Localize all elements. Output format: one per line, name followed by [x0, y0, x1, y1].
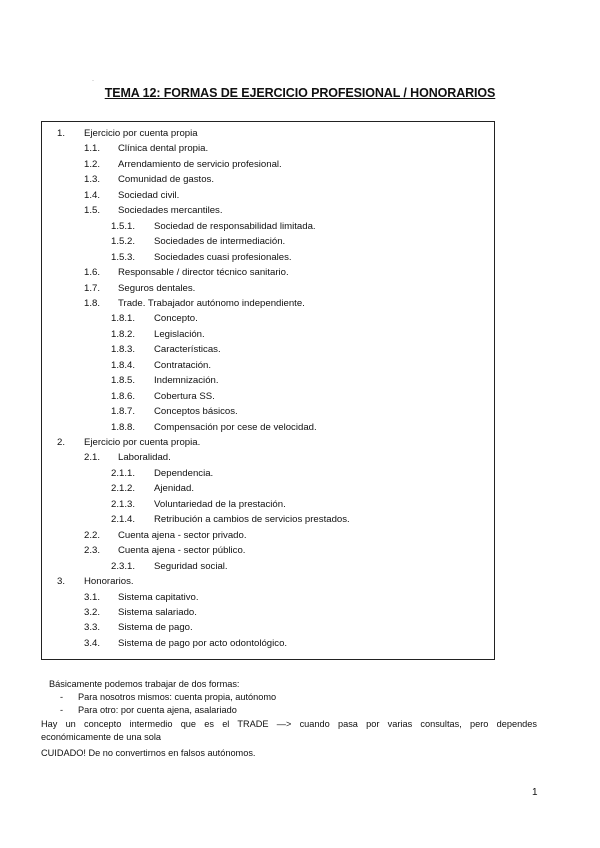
- outline-item-text: Seguros dentales.: [118, 282, 196, 294]
- outline-item-text: Dependencia.: [154, 467, 214, 479]
- outline-item-number: 2.1.: [84, 452, 101, 464]
- notes-intro: Básicamente podemos trabajar de dos formas:: [49, 679, 240, 689]
- outline-item-number: 1.5.: [84, 205, 101, 217]
- outline-item-text: Sociedades cuasi profesionales.: [154, 251, 292, 263]
- outline-item-number: 1.8.4.: [111, 359, 136, 371]
- outline-item-number: 1.8.8.: [111, 421, 136, 433]
- outline-item-text: Conceptos básicos.: [154, 406, 238, 418]
- outline-item-text: Sistema de pago por acto odontológico.: [118, 637, 288, 649]
- outline-item-text: Honorarios.: [84, 576, 134, 588]
- bullet-dash: -: [60, 705, 64, 715]
- outline-item-text: Sistema salariado.: [118, 606, 197, 618]
- outline-item-number: 2.3.: [84, 545, 101, 557]
- outline-item-number: 2.1.3.: [111, 498, 136, 510]
- outline-item-text: Cuenta ajena - sector público.: [118, 545, 246, 557]
- outline-item-number: 1.5.1.: [111, 220, 136, 232]
- outline-item-text: Ejercicio por cuenta propia: [84, 128, 198, 139]
- outline-item-text: Arrendamiento de servicio profesional.: [118, 158, 282, 170]
- outline-item-number: 1.5.2.: [111, 236, 136, 248]
- outline-item-text: Sociedades de intermediación.: [154, 236, 286, 248]
- outline-item-number: 1.3.: [84, 174, 101, 186]
- outline-item-text: Laboralidad.: [118, 452, 171, 464]
- outline-item-text: Clínica dental propia.: [118, 143, 209, 155]
- outline-item-text: Responsable / director técnico sanitario.: [118, 267, 289, 279]
- paragraph-line: económicamente de una sola: [41, 732, 162, 742]
- outline-item-number: 1.8.2.: [111, 328, 136, 340]
- outline-item-number: 2.: [57, 437, 66, 448]
- outline-item-text: Sociedad civil.: [118, 189, 180, 201]
- outline-item-number: 1.8.3.: [111, 344, 136, 356]
- outline-item-number: 2.1.4.: [111, 514, 136, 526]
- outline-item-number: 1.8.7.: [111, 406, 136, 418]
- outline-item-number: 2.1.2.: [111, 483, 136, 495]
- outline-item-text: Trade. Trabajador autónomo independiente.: [118, 297, 305, 309]
- outline-item-text: Ajenidad.: [154, 483, 195, 495]
- outline-item-text: Sistema capitativo.: [118, 591, 199, 603]
- outline-item-number: 2.1.1.: [111, 467, 136, 479]
- outline-item-text: Cuenta ajena - sector privado.: [118, 529, 247, 541]
- outline-item-number: 1.5.3.: [111, 251, 136, 263]
- outline-item-number: 1.4.: [84, 189, 101, 201]
- outline-item-number: 3.4.: [84, 637, 101, 649]
- outline-item-number: 1.6.: [84, 267, 101, 279]
- outline-item-text: Voluntariedad de la prestación.: [154, 498, 286, 510]
- outline-item-text: Características.: [154, 344, 221, 356]
- paragraph-line: Hay un concepto intermedio que es el TRADE —> cuando pasa por varias consultas, pero dependes: [41, 719, 537, 729]
- outline-item-text: Ejercicio por cuenta propia.: [84, 437, 201, 448]
- outline-item-text: Contratación.: [154, 359, 212, 371]
- outline-item-text: Indemnización.: [154, 375, 219, 387]
- outline-item-text: Sistema de pago.: [118, 622, 193, 634]
- outline-item-number: 1.8.: [84, 297, 101, 309]
- outline-item-text: Comunidad de gastos.: [118, 174, 214, 186]
- bullet-text: Para otro: por cuenta ajena, asalariado: [78, 705, 237, 715]
- warning-note: CUIDADO! De no convertirnos en falsos autónomos.: [41, 748, 256, 758]
- outline-item-text: Compensación por cese de velocidad.: [154, 421, 317, 433]
- outline-item-number: 2.2.: [84, 529, 101, 541]
- outline-item-text: Seguridad social.: [154, 560, 228, 572]
- bullet-text: Para nosotros mismos: cuenta propia, autónomo: [78, 692, 277, 702]
- page-number: 1: [532, 787, 538, 798]
- outline-item-number: 3.: [57, 576, 66, 588]
- outline-item-text: Sociedades mercantiles.: [118, 205, 223, 217]
- outline-item-number: 1.7.: [84, 282, 101, 294]
- outline-item-text: Retribución a cambios de servicios prestados.: [154, 514, 350, 526]
- outline-item-number: 3.3.: [84, 622, 101, 634]
- outline-item-number: 3.1.: [84, 591, 101, 603]
- outline-item-text: Cobertura SS.: [154, 390, 215, 402]
- outline-item-number: 1.8.6.: [111, 390, 136, 402]
- outline-item-text: Sociedad de responsabilidad limitada.: [154, 220, 316, 232]
- outline-item-number: 1.1.: [84, 143, 101, 155]
- outline-item-number: 3.2.: [84, 606, 101, 618]
- outline-item-number: 1.8.1.: [111, 313, 136, 325]
- outline-item-number: 1.8.5.: [111, 375, 136, 387]
- outline-item-number: 2.3.1.: [111, 560, 136, 572]
- outline-item-text: Legislación.: [154, 328, 205, 340]
- bullet-dash: -: [60, 692, 64, 702]
- stray-mark: ·: [92, 78, 94, 84]
- outline-item-text: Concepto.: [154, 313, 198, 325]
- outline-item-number: 1.: [57, 128, 66, 139]
- outline-box: [41, 121, 495, 660]
- outline-item-number: 1.2.: [84, 158, 101, 170]
- page-title: TEMA 12: FORMAS DE EJERCICIO PROFESIONAL / HONORARIOS: [104, 86, 496, 100]
